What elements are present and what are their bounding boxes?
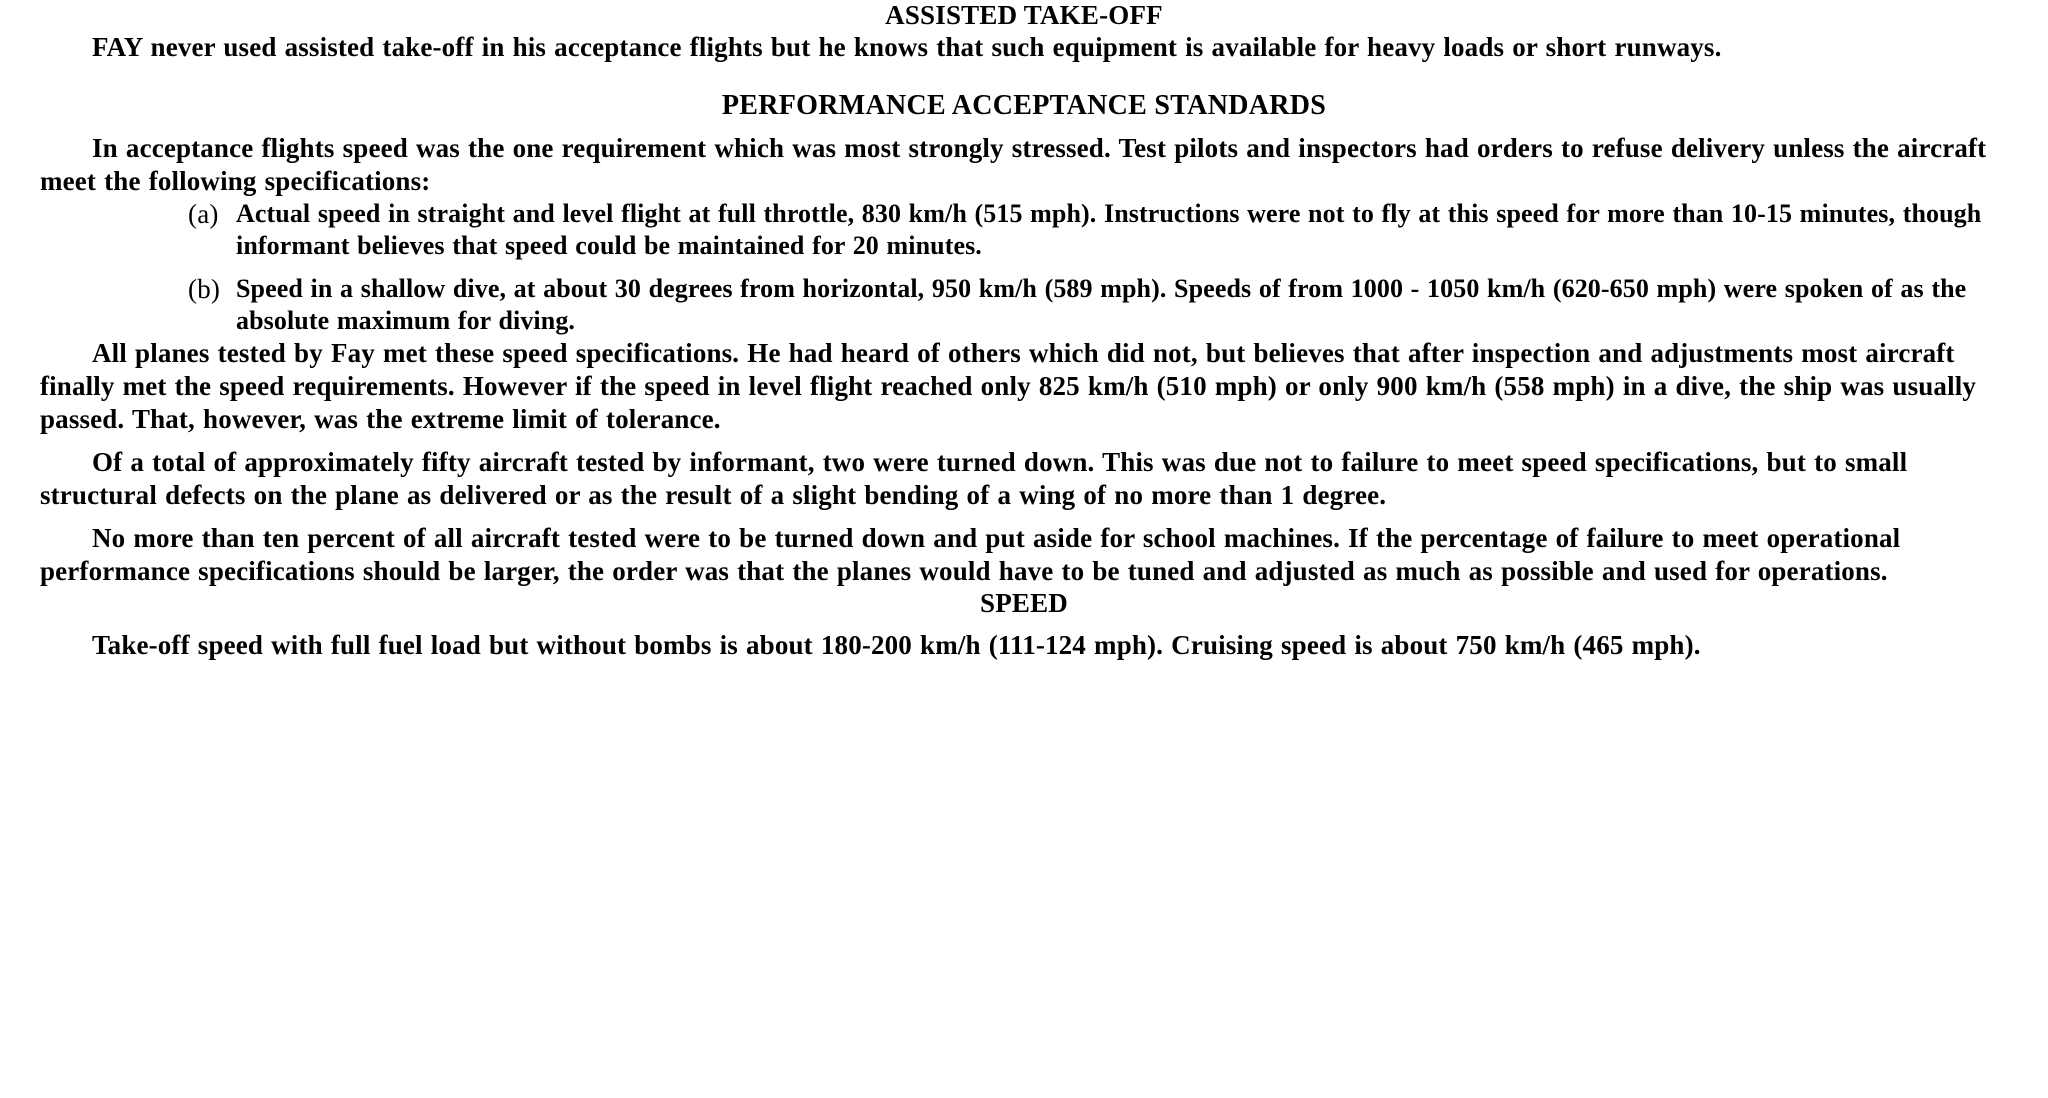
spacer bbox=[40, 436, 2008, 446]
list-item bbox=[40, 273, 2008, 337]
paragraph-performance-intro: In acceptance flights speed was the one requirement which was most strongly stressed. Test pilots and inspectors had orders to refuse delivery unless the aircraft meet the following specifications: bbox=[40, 133, 1987, 197]
spacer bbox=[40, 619, 2008, 629]
section-heading-assisted-take-off: ASSISTED TAKE-OFF bbox=[885, 0, 1163, 30]
spacer bbox=[40, 512, 2008, 522]
section-heading-performance-acceptance-standards: PERFORMANCE ACCEPTANCE STANDARDS bbox=[721, 89, 1327, 121]
list-item-marker: (b) bbox=[188, 273, 221, 304]
list-item-text: Actual speed in straight and level flight at full throttle, 830 km/h (515 mph). Instructions were not to fly at this speed for more than 10-15 minutes, though informant believes that speed could be maintained for 20 minutes. bbox=[236, 199, 1982, 261]
paragraph-ten-percent: No more than ten percent of all aircraft tested were to be turned down and put aside for school machines. If the percentage of failure to meet operational performance specifications should be larger, the order was that the planes would have to be tuned and adjusted as much as possible and used for operations. bbox=[40, 522, 1901, 586]
paragraph-speed-specifications: All planes tested by Fay met these speed specifications. He had heard of others which did not, but believes that after inspection and adjustments most aircraft finally met the speed requirements. However if the speed in level flight reached only 825 km/h (510 mph) or only 900 km/h (558 mph) in a dive, the ship was usually passed. That, however, was the extreme limit of tolerance. bbox=[40, 337, 1977, 434]
list-item-text: Speed in a shallow dive, at about 30 degrees from horizontal, 950 km/h (589 mph). Speeds of from 1000 - 1050 km/h (620-650 mph) were spoken of as the absolute maximum for diving. bbox=[236, 273, 1967, 335]
spacer bbox=[40, 64, 2008, 90]
paragraph-take-off-speed: Take-off speed with full fuel load but without bombs is about 180-200 km/h (111-124 mph). Cruising speed is about 750 km/h (465 mph). bbox=[92, 629, 1701, 660]
paragraph-turned-down: Of a total of approximately fifty aircraft tested by informant, two were turned down. This was due not to failure to meet speed specifications, but to small structural defects on the plane as delivered or as the result of a slight bending of a wing of no more than 1 degree. bbox=[40, 446, 1908, 510]
list-item-marker: (a) bbox=[188, 199, 219, 230]
list-item bbox=[40, 198, 2008, 262]
spacer bbox=[40, 122, 2008, 132]
paragraph-assisted-take-off: FAY never used assisted take-off in his acceptance flights but he knows that such equipment is available for heavy loads or short runways. bbox=[92, 32, 1722, 63]
section-heading-speed: SPEED bbox=[979, 587, 1069, 618]
spacer bbox=[40, 263, 2008, 273]
